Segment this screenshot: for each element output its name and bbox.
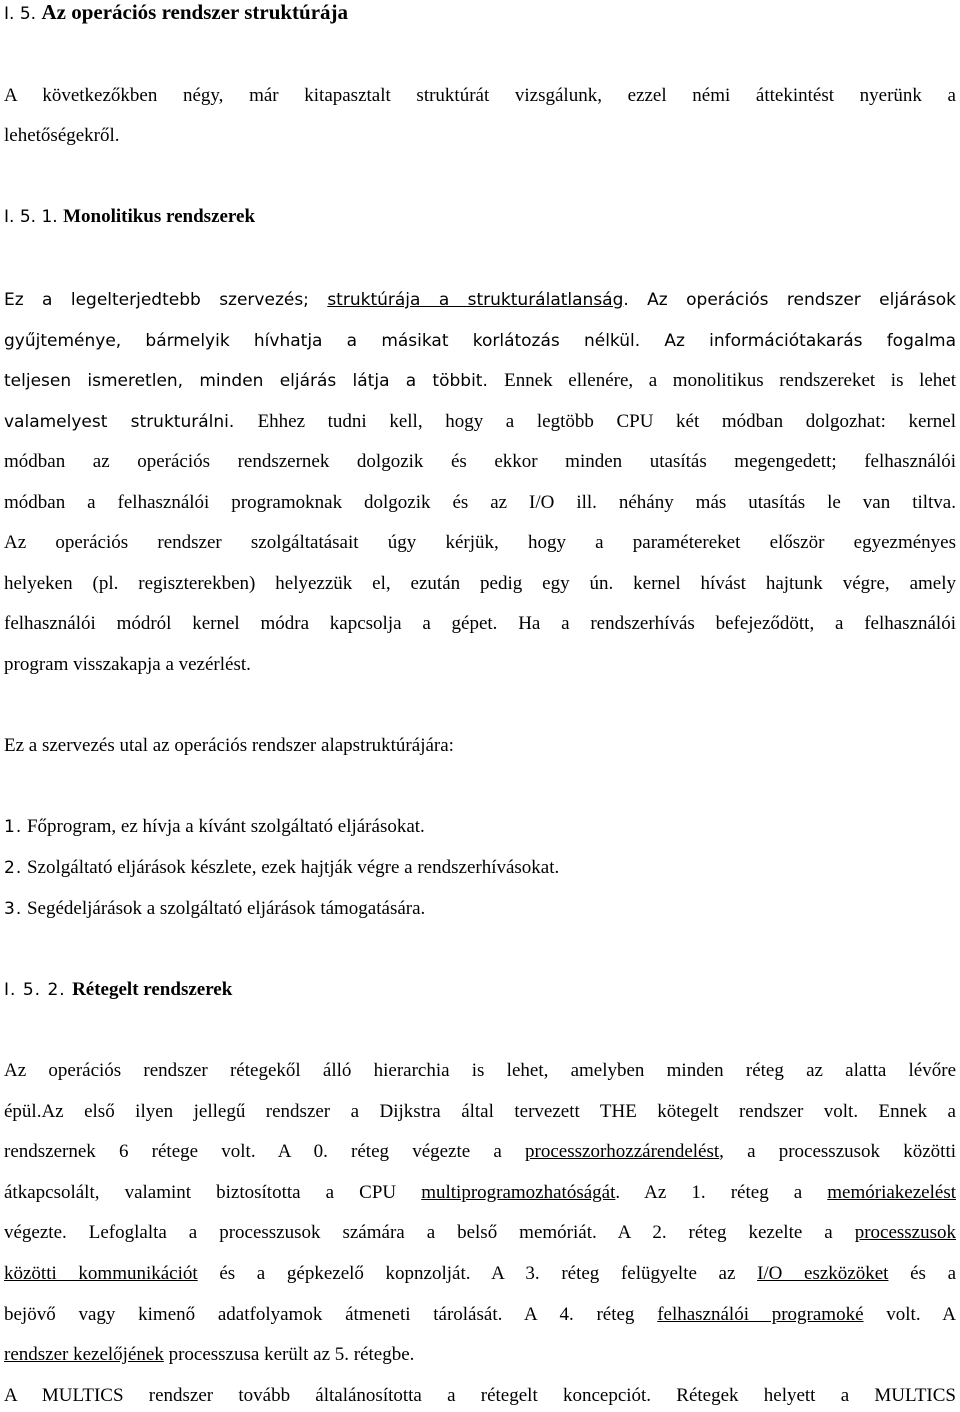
mono-line-2: gyűjteménye, bármelyik hívhatja a másikat korlátozás nélkül. Az információtakarás fogalma xyxy=(4,331,956,351)
layered-line-5: végezte. Lefoglalta a processzusok számára a belső memóriát. A 2. réteg kezelte a processzusok xyxy=(4,1222,956,1243)
list-item xyxy=(4,856,956,880)
mono-line-1: Ez a legelterjedtebb szervezés; struktúrája a strukturálatlanság. Az operációs rendszer eljárások xyxy=(4,290,956,310)
layered-line-2: épül.Az első ilyen jellegű rendszer a Dijkstra által tervezett THE kötegelt rendszer volt. Ennek a xyxy=(4,1101,956,1122)
layered-line-3: rendszernek 6 rétege volt. A 0. réteg végezte a processzorhozzárendelést, a processzusok közötti xyxy=(4,1141,956,1162)
intro-line-2: lehetőségekről. xyxy=(4,125,120,146)
underlined-term: processzusok xyxy=(854,1222,956,1243)
section-heading xyxy=(4,0,956,26)
subsection-number: I. 5. 1. xyxy=(4,207,64,227)
underlined-term: multiprogramozhatóságát xyxy=(421,1182,616,1203)
mono-line-3: teljesen ismeretlen, minden eljárás látja a többit. Ennek ellenére, a monolitikus rendszereket is lehet xyxy=(4,370,957,391)
underlined-term: struktúrája a strukturálatlanság xyxy=(327,290,624,310)
underlined-term: rendszer kezelőjének xyxy=(4,1344,164,1365)
mono-line-6: módban a felhasználói programoknak dolgozik és az I/O ill. néhány más utasítás le van tiltva. xyxy=(4,492,956,513)
list-number: 3. xyxy=(4,899,23,919)
structure-intro: Ez a szervezés utal az operációs rendszer alapstruktúrájára: xyxy=(4,735,454,756)
layered-line-8: rendszer kezelőjének processzusa került az 5. rétegbe. xyxy=(4,1344,415,1365)
layered-line-4: átkapcsolált, valamint biztosította a CPU multiprogramozhatóságát. Az 1. réteg a memóriakezelést xyxy=(4,1182,956,1203)
mono-line-4: valamelyest strukturálni. Ehhez tudni kell, hogy a legtöbb CPU két módban dolgozhat: kernel xyxy=(4,411,957,432)
intro-line-1: A következőkben négy, már kitapasztalt struktúrát vizsgálunk, ezzel némi áttekintést nyerünk a xyxy=(4,85,956,106)
list-number: 2. xyxy=(4,858,23,878)
list-text: Szolgáltató eljárások készlete, ezek hajtják végre a rendszerhívásokat. xyxy=(26,857,560,878)
underlined-term: processzorhozzárendelést xyxy=(525,1141,720,1162)
subsection-heading-layered xyxy=(4,978,956,1002)
subsection-number: I. 5. 2. xyxy=(4,980,73,1000)
underlined-term: közötti kommunikációt xyxy=(4,1263,198,1284)
underlined-term: felhasználói programoké xyxy=(657,1304,864,1325)
section-number: I. 5. xyxy=(4,4,42,24)
section-title: Az operációs rendszer struktúrája xyxy=(41,0,349,24)
underlined-term: memóriakezelést xyxy=(827,1182,956,1203)
layered-line-9: A MULTICS rendszer tovább általánosította a rétegelt koncepciót. Rétegek helyett a MULTICS xyxy=(4,1385,956,1406)
list-number: 1. xyxy=(4,817,23,837)
mono-line-9: felhasználói módról kernel módra kapcsolja a gépet. Ha a rendszerhívás befejeződött, a felhasználói xyxy=(4,613,956,634)
list-text: Főprogram, ez hívja a kívánt szolgáltató eljárásokat. xyxy=(26,816,425,837)
underlined-term: I/O eszközöket xyxy=(757,1263,889,1284)
mono-line-10: program visszakapja a vezérlést. xyxy=(4,654,251,675)
mono-line-7: Az operációs rendszer szolgáltatásait úgy kérjük, hogy a paramétereket először egyezményes xyxy=(4,532,956,553)
layered-line-1: Az operációs rendszer rétegekől álló hierarchia is lehet, amelyben minden réteg az alatta lévőre xyxy=(4,1060,956,1081)
mono-line-8: helyeken (pl. regiszterekben) helyezzük el, ezután pedig egy ún. kernel hívást hajtunk végre, amely xyxy=(4,573,956,594)
layered-line-7: bejövő vagy kimenő adatfolyamok átmeneti tárolását. A 4. réteg felhasználói programoké volt. A xyxy=(4,1304,957,1325)
list-text: Segédeljárások a szolgáltató eljárások támogatására. xyxy=(26,898,426,919)
mono-line-5: módban az operációs rendszernek dolgozik és ekkor minden utasítás megengedett; felhasználói xyxy=(4,451,956,472)
list-item xyxy=(4,815,956,839)
list-item xyxy=(4,897,956,921)
subsection-title: Monolitikus rendszerek xyxy=(63,206,256,227)
subsection-title: Rétegelt rendszerek xyxy=(72,979,233,1000)
layered-line-6: közötti kommunikációt és a gépkezelő kopnzolját. A 3. réteg felügyelte az I/O eszközöket és a xyxy=(4,1263,957,1284)
subsection-heading-monolithic xyxy=(4,205,956,229)
